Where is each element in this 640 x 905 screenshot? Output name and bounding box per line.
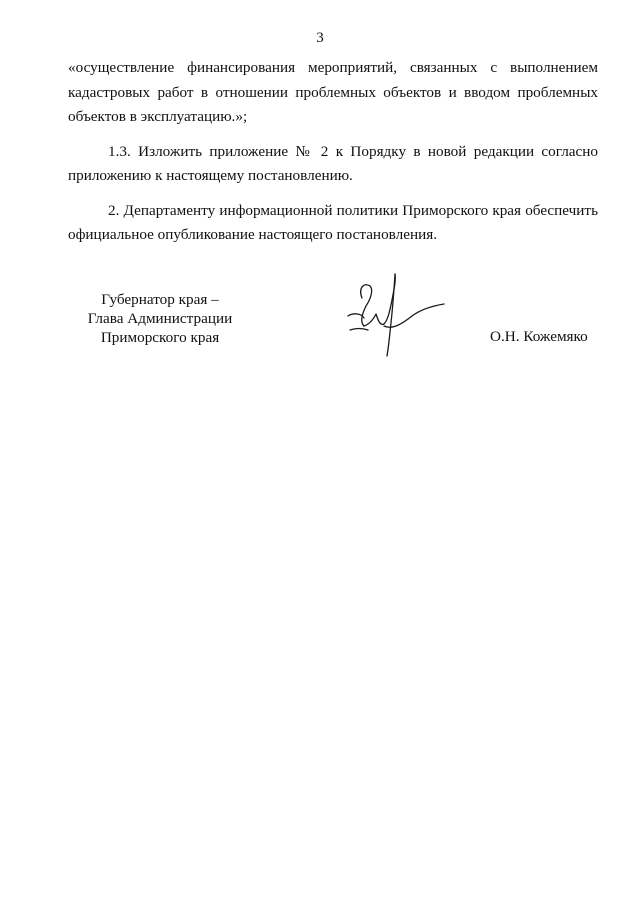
signer-title-line-2: Глава Администрации (87, 310, 233, 327)
signer-name: О.Н. Кожемяко (490, 328, 588, 345)
paragraph-quote-continuation: «осуществление финансирования мероприятий, связанных с выполнением кадастровых работ в отношении проблемных объектов и вводом проблемных объектов в эксплуатацию.»; (68, 59, 598, 125)
signer-title-line-1: Губернатор края – (101, 291, 219, 308)
signer-title-line-3: Приморского края (100, 329, 220, 346)
document-body (68, 56, 598, 248)
signer-title (60, 290, 260, 347)
paragraph-item-2: 2. Департаменту информационной политики Приморского края обеспечить официальное опубликование настоящего постановления. (68, 201, 598, 243)
signature-block (0, 290, 640, 380)
paragraph-item-1-3: 1.3. Изложить приложение № 2 к Порядку в новой редакции согласно приложению к настоящему постановлению. (68, 142, 598, 184)
page-number: 3 (316, 30, 324, 46)
handwritten-signature (340, 270, 450, 360)
